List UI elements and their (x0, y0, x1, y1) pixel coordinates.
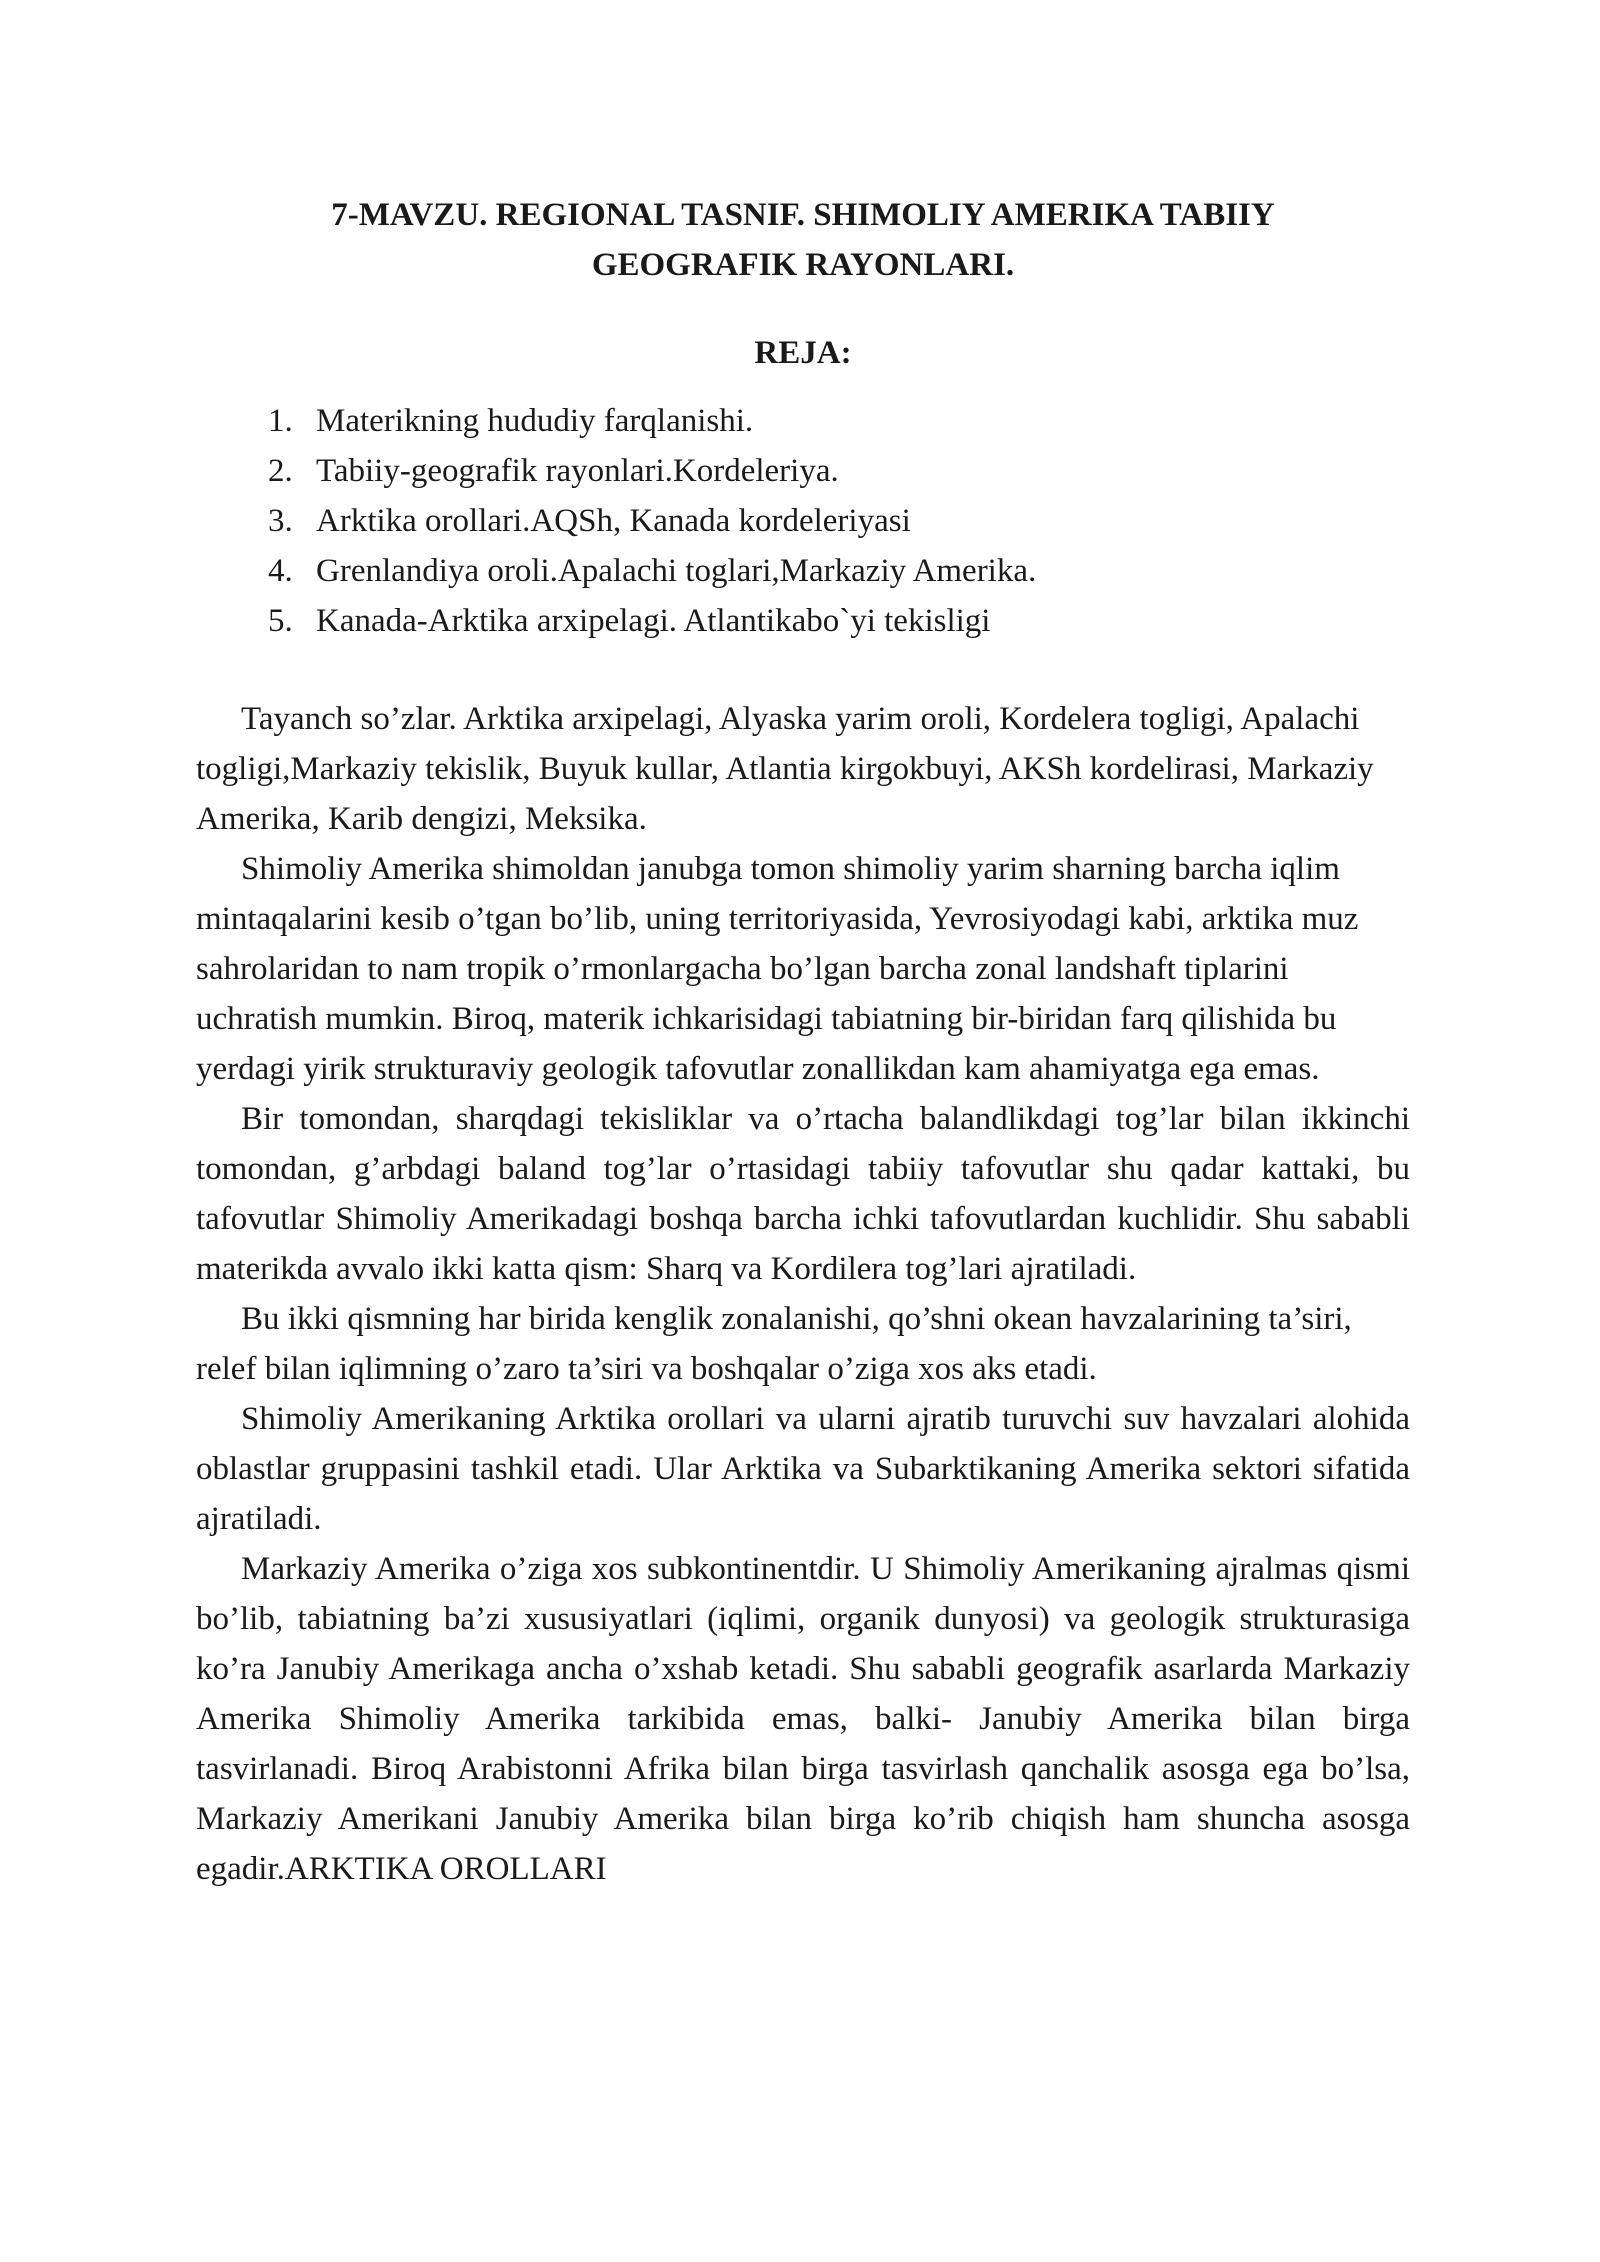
keywords-paragraph: Tayanch so’zlar. Arktika arxipelagi, Alyaska yarim oroli, Kordelera togligi, Apalachi togligi,Markaziy tekislik, Buyuk kullar, Atlantia kirgokbuyi, AKSh kordelirasi, Markaziy Amerika, Karib dengizi, Meksika. (196, 701, 1374, 837)
plan-item (196, 596, 1410, 646)
plan-item-number: 4. (268, 553, 293, 589)
plan-item-text: Arktika orollari.AQSh, Kanada kordeleriyasi (316, 503, 911, 539)
body-paragraph: Markaziy Amerika o’ziga xos subkontinentdir. U Shimoliy Amerikaning ajralmas qismi bo’lib, tabiatning ba’zi xususiyatlari (iqlimi, organik dunyosi) va geologik strukturasiga ko’ra Janubiy Amerikaga ancha o’xshab ketadi. Shu sababli geografik asarlarda Markaziy Amerika Shimoliy Amerika tarkibida emas, balki- Janubiy Amerika bilan birga tasvirlanadi. Biroq Arabistonni Afrika bilan birga tasvirlash qanchalik asosga ega bo’lsa, Markaziy Amerikani Janubiy Amerika bilan birga ko’rib chiqish ham shuncha asosga egadir.ARKTIKA OROLLARI (196, 1551, 1410, 1887)
plan-item (196, 396, 1410, 446)
plan-item-number: 1. (268, 403, 293, 439)
plan-item-text: Kanada-Arktika arxipelagi. Atlantikabo`yi tekisligi (316, 603, 991, 639)
title-line-2: GEOGRAFIK RAYONLARI. (591, 247, 1015, 283)
body-paragraph: Shimoliy Amerika shimoldan janubga tomon shimoliy yarim sharning barcha iqlim mintaqalarini kesib o’tgan bo’lib, uning territoriyasida, Yevrosiyodagi kabi, arktika muz sahrolaridan to nam tropik o’rmonlargacha bo’lgan barcha zonal landshaft tiplarini uchratish mumkin. Biroq, materik ichkarisidagi tabiatning bir-biridan farq qilishida bu yerdagi yirik strukturaviy geologik tafovutlar zonallikdan kam ahamiyatga ega emas. (196, 851, 1359, 1087)
plan-item (196, 496, 1410, 546)
body-paragraph: Bu ikki qismning har birida kenglik zonalanishi, qo’shni okean havzalarining ta’siri, relef bilan iqlimning o’zaro ta’siri va boshqalar o’ziga xos aks etadi. (196, 1301, 1352, 1387)
plan-item (196, 446, 1410, 496)
document-page (196, 190, 1410, 1894)
title-line-1: 7-MAVZU. REGIONAL TASNIF. SHIMOLIY AMERIKA TABIIY (331, 197, 1275, 233)
plan-heading: REJA: (754, 335, 852, 371)
plan-item-text: Tabiiy-geografik rayonlari.Kordeleriya. (316, 453, 839, 489)
body-paragraph: Bir tomondan, sharqdagi tekisliklar va o’rtacha balandlikdagi tog’lar bilan ikkinchi tomondan, g’arbdagi baland tog’lar o’rtasidagi tabiiy tafovutlar shu qadar kattaki, bu tafovutlar Shimoliy Amerikadagi boshqa barcha ichki tafovutlardan kuchlidir. Shu sababli materikda avvalo ikki katta qism: Sharq va Kordilera tog’lari ajratiladi. (196, 1101, 1410, 1287)
plan-item-text: Grenlandiya oroli.Apalachi toglari,Markaziy Amerika. (316, 553, 1037, 589)
plan-item-number: 3. (268, 503, 293, 539)
plan-item-number: 5. (268, 603, 293, 639)
document-title (196, 190, 1410, 290)
plan-item-text: Materikning hududiy farqlanishi. (316, 403, 754, 439)
plan-item (196, 546, 1410, 596)
plan-list (196, 396, 1410, 646)
plan-item-number: 2. (268, 453, 293, 489)
body-paragraph: Shimoliy Amerikaning Arktika orollari va ularni ajratib turuvchi suv havzalari alohida oblastlar gruppasini tashkil etadi. Ular Arktika va Subarktikaning Amerika sektori sifatida ajratiladi. (196, 1401, 1410, 1537)
